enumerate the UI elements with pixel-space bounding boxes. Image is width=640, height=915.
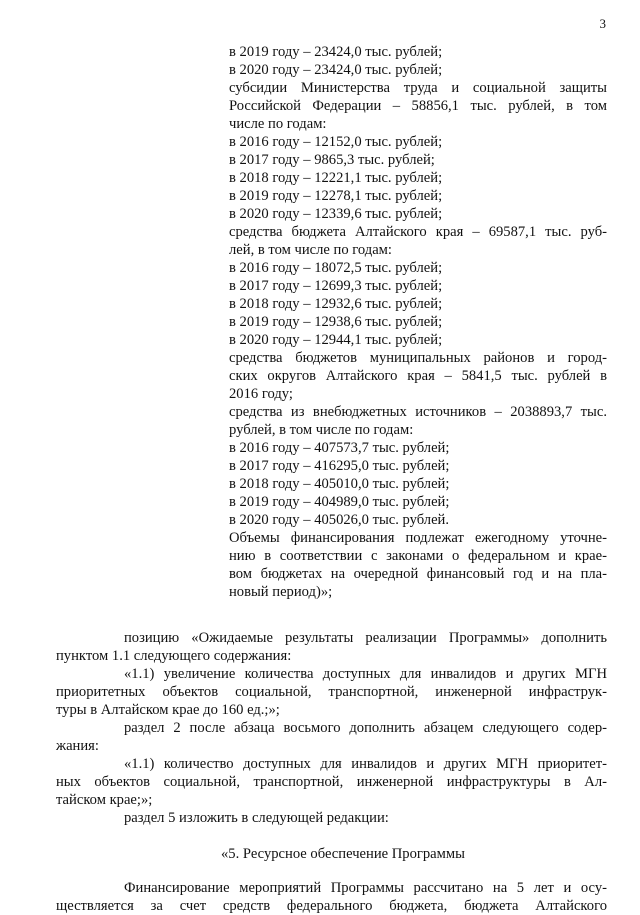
text-line: в 2020 году – 23424,0 тыс. рублей; xyxy=(229,62,443,78)
text-line: Российской Федерации – 58856,1 тыс. рублей, в том xyxy=(229,98,607,114)
text-line: ских округов Алтайского края – 5841,5 тыс. рублей в xyxy=(229,368,607,384)
text-line: средства бюджета Алтайского края – 69587,1 тыс. руб- xyxy=(229,224,607,240)
text-line: в 2016 году – 18072,5 тыс. рублей; xyxy=(229,260,443,276)
text-line: Финансирование мероприятий Программы рассчитано на 5 лет и осу- xyxy=(124,880,607,896)
text-line: «1.1) количество доступных для инвалидов и других МГН приоритет- xyxy=(124,756,607,772)
text-line: в 2019 году – 404989,0 тыс. рублей; xyxy=(229,494,450,510)
page-number: 3 xyxy=(599,16,606,31)
text-line: в 2020 году – 12944,1 тыс. рублей; xyxy=(229,332,443,348)
text-line: субсидии Министерства труда и социальной защиты xyxy=(229,80,607,96)
text-line: нию в соответствии с законами о федеральном и крае- xyxy=(229,548,607,564)
text-line: числе по годам: xyxy=(229,116,327,132)
text-line: раздел 2 после абзаца восьмого дополнить абзацем следующего содер- xyxy=(124,720,607,736)
text-line: в 2017 году – 416295,0 тыс. рублей; xyxy=(229,458,450,474)
text-line: ществляется за счет средств федерального бюджета, бюджета Алтайского xyxy=(56,898,607,914)
text-line: лей, в том числе по годам: xyxy=(229,242,392,258)
text-line: в 2019 году – 23424,0 тыс. рублей; xyxy=(229,44,443,60)
text-line: новый период)»; xyxy=(229,584,333,600)
text-line: в 2019 году – 12278,1 тыс. рублей; xyxy=(229,188,443,204)
section-heading: «5. Ресурсное обеспечение Программы xyxy=(221,846,465,862)
text-line: Объемы финансирования подлежат ежегодному уточне- xyxy=(229,530,607,546)
text-line: туры в Алтайском крае до 160 ед.;»; xyxy=(56,702,280,718)
text-line: приоритетных объектов социальной, транспортной, инженерной инфраструк- xyxy=(56,684,607,700)
text-line: в 2017 году – 9865,3 тыс. рублей; xyxy=(229,152,435,168)
text-line: в 2017 году – 12699,3 тыс. рублей; xyxy=(229,278,443,294)
text-line: рублей, в том числе по годам: xyxy=(229,422,414,438)
text-line: в 2020 году – 405026,0 тыс. рублей. xyxy=(229,512,450,528)
text-line: в 2020 году – 12339,6 тыс. рублей; xyxy=(229,206,443,222)
text-line: в 2018 году – 12221,1 тыс. рублей; xyxy=(229,170,443,186)
text-line: жания: xyxy=(56,738,99,754)
text-line: в 2018 году – 12932,6 тыс. рублей; xyxy=(229,296,443,312)
text-line: раздел 5 изложить в следующей редакции: xyxy=(124,810,389,826)
text-line: в 2018 году – 405010,0 тыс. рублей; xyxy=(229,476,450,492)
text-line: в 2016 году – 407573,7 тыс. рублей; xyxy=(229,440,450,456)
text-line: в 2019 году – 12938,6 тыс. рублей; xyxy=(229,314,443,330)
text-line: средства из внебюджетных источников – 2038893,7 тыс. xyxy=(229,404,607,420)
text-line: пунктом 1.1 следующего содержания: xyxy=(56,648,292,664)
text-line: «1.1) увеличение количества доступных для инвалидов и других МГН xyxy=(124,666,607,682)
text-line: в 2016 году – 12152,0 тыс. рублей; xyxy=(229,134,443,150)
text-line: ных объектов социальной, транспортной, инженерной инфраструктуры в Ал- xyxy=(56,774,607,790)
text-line: вом бюджетах на очередной финансовый год и на пла- xyxy=(229,566,607,582)
text-line: 2016 году; xyxy=(229,386,293,402)
text-line: средства бюджетов муниципальных районов и город- xyxy=(229,350,607,366)
text-line: позицию «Ожидаемые результаты реализации Программы» дополнить xyxy=(124,630,607,646)
text-line: тайском крае;»; xyxy=(56,792,153,808)
